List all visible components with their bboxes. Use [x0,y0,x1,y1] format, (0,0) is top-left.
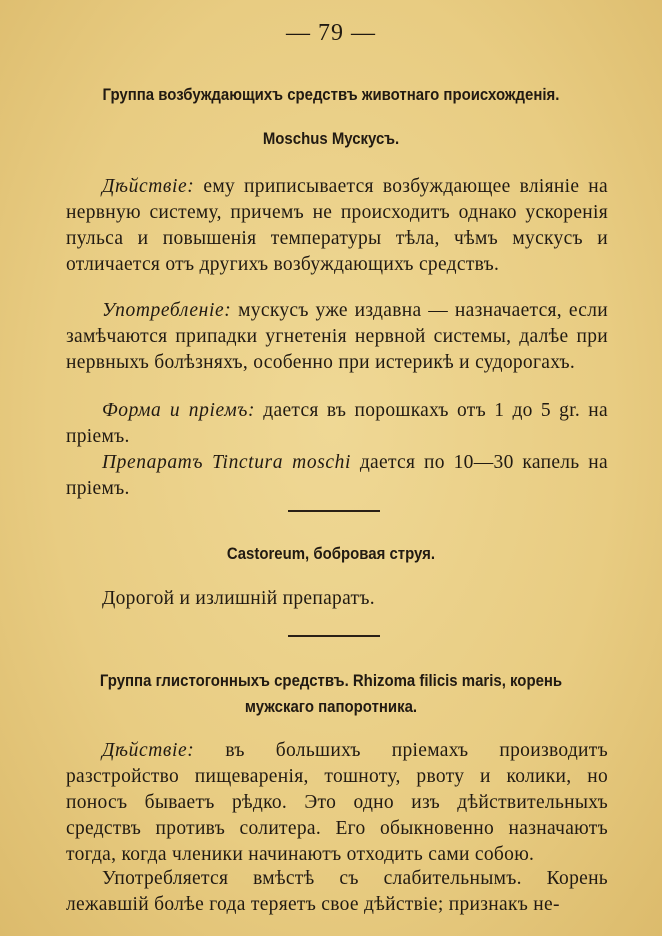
paragraph-lead: Форма и пріемъ: [102,400,256,421]
section-divider [288,510,380,512]
page-number: — 79 — [286,20,376,46]
paragraph-lead: Дѣйствіе: [102,740,195,761]
paragraph-usage-moschus [66,298,608,402]
paragraph-usage-filix: Употребляется вмѣстѣ съ слабительнымъ. Корень лежавшій болѣе года теряетъ свое дѣйствіе; признакъ не- [66,868,608,915]
paragraph-castoreum: Дорогой и излишній препаратъ. [102,588,375,609]
section-heading-castoreum: Castoreum, бобровая струя. [226,544,436,563]
paragraph-text: въ большихъ пріемахъ производитъ разстройство пищеваренія, тошноту, рвоту и колики, но поносъ бываетъ рѣдко. Это одно изъ дѣйствительныхъ средствъ противъ солитера. Его обыкновенно назначаютъ тогда, когда членики начинаютъ отходить сами собою. [66,740,608,865]
section-heading-anthelmintics: Группа глистогонныхъ средствъ. Rhizoma filicis maris, корень мужскаго папоротника. [99,671,563,716]
paragraph-action-moschus [66,174,608,294]
section-heading-stimulants: Группа возбуждающихъ средствъ животнаго происхожденія. [102,85,560,104]
section-divider [288,635,380,637]
subheading-moschus: Moschus Мускусъ. [262,129,400,148]
paragraph-preparation-moschus [66,450,608,504]
paragraph-action-filix [66,738,608,870]
paragraph-text: дается въ порошкахъ отъ 1 до 5 gr. на пріемъ. [66,400,608,447]
paragraph-dosage-moschus [66,398,608,452]
paragraph-text: мускусъ уже издавна — назначается, если замѣчаются припадки угнетенія нервной системы, далѣе при нервныхъ болѣзняхъ, особенно при истерикѣ и судорогахъ. [66,300,608,373]
paragraph-text: ему приписывается возбуждающее вліяніе на нервную систему, причемъ не происходитъ однако ускоренія пульса и повышенія температуры тѣла, чѣмъ мускусъ и отличается отъ другихъ возбуждающихъ средствъ. [66,176,608,275]
paragraph-lead: Употребленіе: [102,300,232,321]
paragraph-text: дается по 10—30 капель на пріемъ. [66,452,608,499]
paragraph-lead: Препаратъ Tinctura moschi [102,452,352,473]
paragraph-lead: Дѣйствіе: [102,176,195,197]
